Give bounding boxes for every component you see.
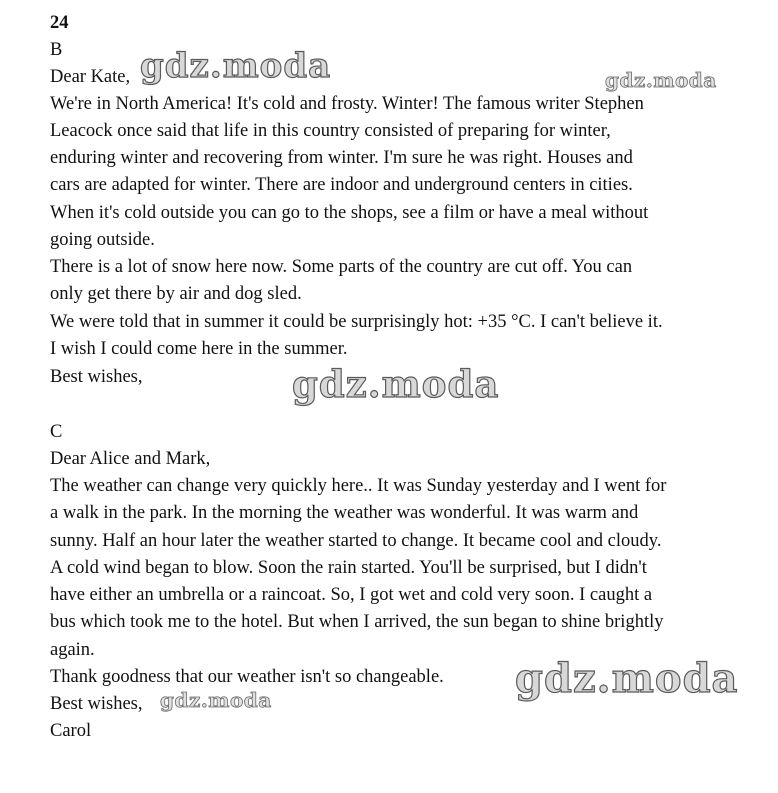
letter-b-line: only get there by air and dog sled. — [50, 284, 302, 304]
letter-c-line: have either an umbrella or a raincoat. So, I got wet and cold very soon. I caught a — [50, 585, 653, 605]
letter-c-signature: Carol — [50, 721, 92, 741]
letter-b-closing: Best wishes, — [50, 367, 143, 387]
watermark: gdz.moda — [292, 362, 500, 406]
letter-b-line: I wish I could come here in the summer. — [50, 339, 348, 359]
letter-c-line: bus which took me to the hotel. But when I arrived, the sun began to shine brightly — [50, 612, 664, 632]
letter-c-label: C — [50, 422, 63, 442]
watermark: gdz.moda — [160, 688, 272, 712]
letter-b-line: We were told that in summer it could be surprisingly hot: +35 °C. I can't believe it. — [50, 312, 663, 332]
watermark: gdz.moda — [515, 655, 739, 702]
letter-b-line: enduring winter and recovering from winter. I'm sure he was right. Houses and — [50, 148, 633, 168]
letter-b-greeting: Dear Kate, — [50, 67, 131, 87]
letter-c-line: The weather can change very quickly here.. It was Sunday yesterday and I went for — [50, 476, 667, 496]
letter-c-line: A cold wind began to blow. Soon the rain started. You'll be surprised, but I didn't — [50, 558, 647, 578]
letter-b-line: going outside. — [50, 230, 155, 250]
letter-c-line: Thank goodness that our weather isn't so changeable. — [50, 667, 444, 687]
page-number: 24 — [50, 13, 69, 33]
watermark: gdz.moda — [140, 46, 332, 86]
letter-b-line: Leacock once said that life in this country consisted of preparing for winter, — [50, 121, 611, 141]
letter-c-line: sunny. Half an hour later the weather started to change. It became cool and cloudy. — [50, 531, 662, 551]
letter-c-closing: Best wishes, — [50, 694, 143, 714]
letter-b-label: B — [50, 40, 63, 60]
letter-b-line: There is a lot of snow here now. Some parts of the country are cut off. You can — [50, 257, 633, 277]
letter-c-line: again. — [50, 640, 95, 660]
letter-c-greeting: Dear Alice and Mark, — [50, 449, 211, 469]
watermark: gdz.moda — [605, 68, 717, 92]
letter-b-line: cars are adapted for winter. There are indoor and underground centers in cities. — [50, 175, 633, 195]
letter-b-line: When it's cold outside you can go to the shops, see a film or have a meal without — [50, 203, 649, 223]
letter-c-line: a walk in the park. In the morning the weather was wonderful. It was warm and — [50, 503, 639, 523]
letter-b-line: We're in North America! It's cold and frosty. Winter! The famous writer Stephen — [50, 94, 644, 114]
